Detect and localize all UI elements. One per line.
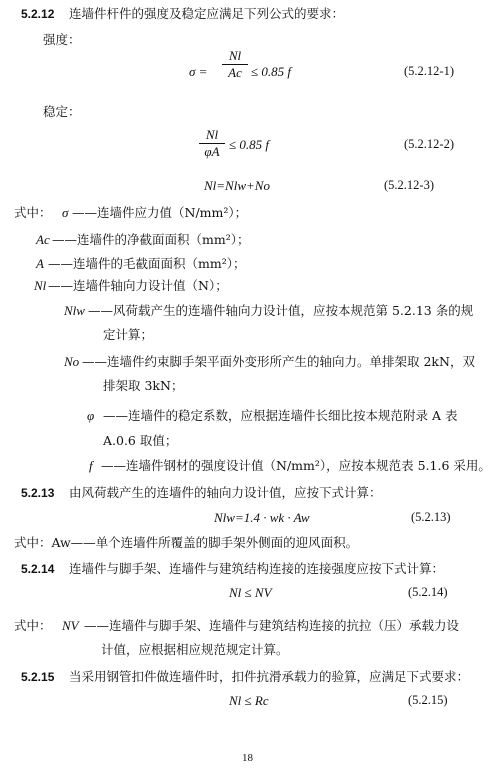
eq-5-2-14: Nl ≤ NV	[229, 585, 272, 600]
def-text: ——连墙件轴向力设计值（N）；	[48, 278, 228, 293]
section-number: 5.2.15	[21, 670, 55, 684]
def-symbol: A	[36, 256, 44, 271]
def-text: ——连墙件约束脚手架平面外变形所产生的轴向力。单排架取 2kN，双	[82, 354, 475, 369]
section-text: 连墙件与脚手架、连墙件与建筑结构连接的连接强度应按下式计算：	[69, 561, 445, 576]
def-symbol: Nlw	[64, 303, 85, 318]
def-text: ——连墙件与脚手架、连墙件与建筑结构连接的抗拉（压）承载力设	[84, 618, 460, 633]
def-text-cont: A.0.6 取值；	[103, 433, 178, 448]
def-text-cont: 定计算；	[103, 327, 154, 342]
section-number: 5.2.12	[21, 7, 55, 21]
section-text: 连墙件杆件的强度及稳定应满足下列公式的要求：	[69, 6, 345, 21]
def-text-cont: 计值，应根据相应规范规定计算。	[101, 642, 289, 657]
eq2-number: (5.2.12-2)	[404, 137, 454, 151]
definition-aw: 式中：Aw——单个连墙件所覆盖的脚手架外侧面的迎风面积。	[14, 535, 359, 550]
def-text: ——连墙件的稳定系数，应根据连墙件长细比按本规范附录 A 表	[103, 408, 458, 423]
def-symbol: f	[89, 458, 93, 473]
eq1-denominator: Ac	[228, 65, 242, 80]
def-text: ——连墙件应力值（N/mm²）；	[72, 205, 248, 220]
def-text-cont: 排架取 3kN；	[103, 378, 184, 393]
eq1-number: (5.2.12-1)	[404, 64, 454, 78]
eq1-numerator: Nl	[228, 48, 242, 63]
where-label: 式中：	[14, 205, 52, 220]
eq1-lhs: σ =	[189, 64, 208, 79]
def-symbol: σ	[62, 205, 69, 220]
eq-5-2-15-number: (5.2.15)	[408, 693, 448, 707]
eq1-fraction	[222, 49, 248, 80]
eq-5-2-13: Nlw=1.4 · wk · Aw	[214, 510, 310, 525]
def-symbol: No	[64, 354, 80, 369]
section-number: 5.2.13	[21, 486, 55, 500]
eq2-rhs: ≤ 0.85 f	[229, 137, 269, 152]
stability-label: 稳定：	[43, 104, 81, 119]
eq3: Nl=Nlw+No	[204, 178, 270, 193]
eq1-rhs: ≤ 0.85 f	[251, 64, 291, 79]
eq2-numerator: Nl	[205, 127, 219, 142]
def-symbol: φ	[87, 408, 95, 423]
where-label: 式中：	[14, 618, 52, 633]
page-number: 18	[242, 752, 253, 764]
def-symbol: Nl	[34, 278, 47, 293]
section-number: 5.2.14	[21, 562, 55, 576]
def-text: ——连墙件的净截面面积（mm²）；	[52, 232, 250, 247]
def-text: ——风荷载产生的连墙件轴向力设计值，应按本规范第 5.2.13 条的规	[88, 303, 474, 318]
eq2-fraction	[199, 128, 225, 159]
eq-5-2-15: Nl ≤ Rc	[229, 693, 269, 708]
def-text: ——连墙件钢材的强度设计值（N/mm²），应按本规范表 5.1.6 采用。	[101, 458, 491, 473]
eq-5-2-13-number: (5.2.13)	[411, 510, 451, 524]
strength-label: 强度：	[43, 32, 81, 47]
def-symbol: Ac	[36, 232, 50, 247]
section-text: 由风荷载产生的连墙件的轴向力设计值，应按下式计算：	[69, 485, 382, 500]
eq2-denominator: φA	[204, 144, 220, 159]
section-text: 当采用钢管扣件做连墙件时，扣件抗滑承载力的验算，应满足下式要求：	[69, 669, 470, 684]
def-text: ——连墙件的毛截面面积（mm²）；	[48, 256, 246, 271]
eq3-number: (5.2.12-3)	[384, 178, 434, 192]
def-symbol: NV	[62, 618, 79, 633]
eq-5-2-14-number: (5.2.14)	[408, 585, 448, 599]
